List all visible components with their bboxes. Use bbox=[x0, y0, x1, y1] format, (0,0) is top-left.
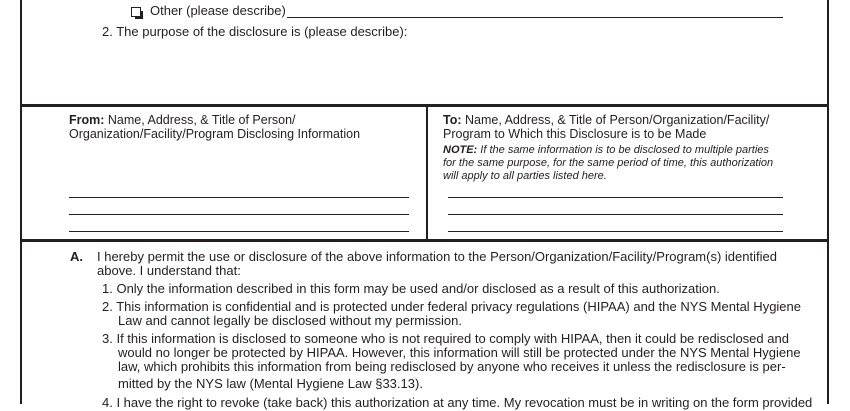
to-heading-line1: Name, Address, & Title of Person/Organization/Facility/ bbox=[465, 113, 770, 127]
from-heading-bold: From: bbox=[69, 113, 105, 127]
section-a-item3-line4: mitted by the NYS law (Mental Hygiene Law §33.13). bbox=[118, 376, 423, 391]
section-a-item3-line3: law, which prohibits this information from being redisclosed by anyone who receives it unless the redisclosure is per- bbox=[118, 359, 786, 374]
to-line-1[interactable] bbox=[448, 197, 783, 198]
section-divider-top bbox=[20, 104, 829, 107]
purpose-field[interactable] bbox=[60, 44, 800, 100]
to-note-line1 bbox=[443, 144, 769, 157]
from-heading-line2: Organization/Facility/Program Disclosing Information bbox=[69, 127, 361, 141]
to-heading-line2: Program to Which this Disclosure is to be Made bbox=[443, 127, 707, 141]
section-a-item3-line1: 3. If this information is disclosed to someone who is not required to comply with HIPAA, then it could be redisclosed and bbox=[102, 331, 789, 346]
purpose-label: 2. The purpose of the disclosure is (please describe): bbox=[102, 24, 408, 39]
to-line-2[interactable] bbox=[448, 214, 783, 215]
from-line-1[interactable] bbox=[69, 197, 409, 198]
section-a-item2-line2: Law and cannot legally be disclosed without my permission. bbox=[118, 313, 462, 328]
section-a-intro-line2: above. I understand that: bbox=[97, 263, 241, 278]
to-note-line2: for the same purpose, for the same period of time, this authorization bbox=[443, 157, 774, 169]
section-a-item1: 1. Only the information described in this form may be used and/or disclosed as a result of this authorization. bbox=[102, 281, 720, 296]
section-a-intro-line1: I hereby permit the use or disclosure of the above information to the Person/Organization/Facility/Program(s) identified bbox=[97, 249, 777, 264]
other-checkbox[interactable] bbox=[131, 7, 141, 17]
from-line-3[interactable] bbox=[69, 231, 409, 232]
to-note-text: If the same information is to be disclosed to multiple parties bbox=[480, 144, 769, 156]
to-heading-bold: To: bbox=[443, 113, 462, 127]
to-line-3[interactable] bbox=[448, 231, 783, 232]
section-divider-a bbox=[20, 239, 829, 242]
section-a-item4-line1: 4. I have the right to revoke (take back) this authorization at any time. My revocation must be in writing on the form provided bbox=[102, 395, 813, 410]
to-note-bold: NOTE: bbox=[443, 144, 478, 156]
to-heading bbox=[443, 113, 769, 127]
to-note-line3: will apply to all parties listed here. bbox=[443, 170, 607, 182]
section-a-item2-line1: 2. This information is confidential and is protected under federal privacy regulations (HIPAA) and the NYS Mental Hygiene bbox=[102, 299, 801, 314]
section-a-item3-line2: would no longer be protected by HIPAA. However, this information will still be protected under the NYS Mental Hygiene bbox=[118, 345, 801, 360]
from-line-2[interactable] bbox=[69, 214, 409, 215]
section-a-letter: A. bbox=[70, 249, 83, 264]
other-label: Other (please describe) bbox=[150, 3, 286, 18]
from-to-divider bbox=[426, 104, 428, 240]
from-heading bbox=[69, 113, 296, 127]
other-description-field[interactable] bbox=[287, 17, 783, 18]
form-left-border bbox=[20, 0, 22, 404]
from-heading-line1: Name, Address, & Title of Person/ bbox=[107, 113, 296, 127]
form-right-border bbox=[827, 0, 829, 404]
